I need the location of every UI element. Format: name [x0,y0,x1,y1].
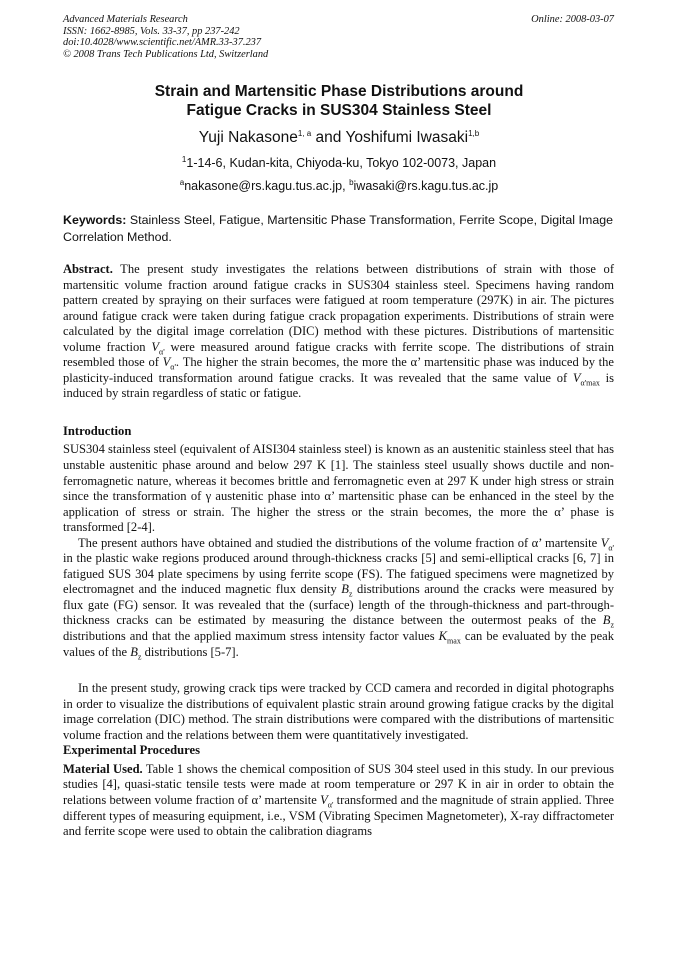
doi: doi:10.4028/www.scientific.net/AMR.33-37.237 [63,37,262,49]
math-symbol: B [341,582,349,597]
author-2-affil: 1,b [468,128,480,138]
address [0,156,678,170]
address-sup: 1 [181,154,187,164]
emails [0,179,678,193]
text-run: distributions around the cracks were measured by flux gate (FG) sensor. It was revealed that the (surface) length of the through-thickness and part-through-thickness cracks can be estimated by measuring the distance between the outermost peaks of the [63,582,615,628]
author-1: Yuji Nakasone [198,129,298,146]
author-1-affil: 1, a [297,128,312,138]
run-in-heading: Material Used. [63,761,143,776]
keywords [63,212,613,245]
online-date: Online: 2008-03-07 [531,14,614,25]
math-subscript: α' [159,347,165,357]
math-symbol: V [600,535,609,550]
email-a: nakasone@rs.kagu.tus.ac.jp, [184,179,350,193]
text-run: in the plastic wake regions produced around through-thickness cracks [5] and semi-elliptical cracks [6, 7] in fatigued SUS 304 plate specimens by using ferrite scope (FS). The fatigued specimens were magnetized by electromagnet and the induced magnetic flux density [63,551,614,597]
keywords-text: Stainless Steel, Fatigue, Martensitic Phase Transformation, Ferrite Scope, Digital Image Correlation Method. [63,213,613,244]
authors [0,129,678,147]
issn: ISSN: 1662-8985, Vols. 33-37, pp 237-242 [63,25,240,37]
text-run: distributions [5-7]. [141,644,239,659]
text-run: were measured around fatigue cracks with ferrite scope. The distributions of strain resembled those of [63,339,614,370]
text-run: SUS304 stainless steel (equivalent of AISI304 stainless steel) is known as an austenitic stainless steel that has unstable austenitic phase around and below 297 K [1]. The stainless steel usually shows ductile and non-ferromagnetic nature, whereas it becomes brittle and ferromagnetic even at 297 K under high stress or strain since the transformation of γ austenitic phase into α’ martensitic phase can be enhanced in the steel by the application of stress or strain. The higher the stress or the strain becomes, the more the α’ phase is transformed [2-4]. [63,442,614,535]
text-run: Table 1 shows the chemical composition of SUS 304 steel used in this study. In our previous studies [4], quasi-static tensile tests were made at room temperature or 297 K in air in order to obtain the relations between volume fraction of α’ martensite [63,761,614,807]
paragraph [63,681,614,743]
text-run: is induced by strain regardless of static or fatigue. [63,370,614,401]
and: and [311,129,346,146]
math-subscript: α' [170,362,176,372]
math-subscript: max [447,636,461,646]
copyright: © 2008 Trans Tech Publications Ltd, Switzerland [63,48,269,60]
paragraph [63,262,614,402]
math-symbol: B [130,644,138,659]
math-symbol: V [320,792,328,807]
paragraph [63,442,614,535]
math-symbol: V [151,339,160,354]
text-run: can be evaluated by the peak values of the [63,629,614,659]
text-run: transformed and the magnitude of strain applied. Three different types of measuring equipment, i.e., VSM (Vibrating Specimen Magnetometer), X-ray diffractometer and ferrite scope were used to obtain the calibration diagrams [63,792,614,839]
text-run: The present study investigates the relations between distributions of strain with those of martensitic volume fraction around fatigue cracks in SUS304 stainless steel. Specimens having random pattern created by spraying on their surfaces were fatigued at room temperature (297K) in air. The pictures around fatigue crack were taken during fatigue crack propagation experiments. Distributions of strain were calculated by the digital image correlation (DIC) method with these pictures. Distributions of martensitic volume fraction [63,262,614,354]
address-text: 1-14-6, Kudan-kita, Chiyoda-ku, Tokyo 102-0073, Japan [186,156,497,170]
math-subscript: z [348,589,353,599]
title-line: Fatigue Cracks in SUS304 Stainless Steel [186,102,492,119]
section-heading: Experimental Procedures [63,743,200,758]
math-subscript: α' [327,800,334,810]
paragraph [63,762,614,840]
paper-body [63,262,614,840]
title-line: Strain and Martensitic Phase Distributions around [154,83,524,100]
math-subscript: z [610,620,614,630]
math-symbol: B [602,613,611,628]
text-run: The present authors have obtained and studied the distributions of the volume fraction of α’ martensite [78,535,601,550]
author-2: Yoshifumi Iwasaki [345,129,469,146]
math-symbol: V [162,355,171,370]
keywords-label: Keywords: [63,213,127,227]
math-symbol: V [572,370,581,385]
email-b: iwasaki@rs.kagu.tus.ac.jp [353,179,499,193]
math-subscript: z [137,652,142,662]
text-run: . The higher the strain becomes, the more the α’ martensitic phase was induced by the plasticity-induced transformation around fatigue cracks. It was revealed that the same value of [63,355,614,385]
math-subscript: α' [608,543,614,553]
paper-title [0,82,678,120]
email-b-sup: b [349,177,354,187]
math-symbol: K [438,629,448,644]
paragraph [63,536,614,660]
text-run: In the present study, growing crack tips were tracked by CCD camera and recorded in digital photographs in order to visualize the distributions of equivalent plastic strain around growing fatigue cracks by the digital image correlation (DIC) method. The strain distributions were compared with the distributions of martensitic volume fraction and the relations between them were quantitatively investigated. [63,681,614,742]
journal-info [63,14,268,60]
text-run: distributions and that the applied maximum stress intensity factor values [63,629,439,644]
journal-name: Advanced Materials Research [63,14,188,25]
math-subscript: α'max [580,378,600,388]
run-in-heading: Abstract. [63,262,113,276]
email-a-sup: a [179,177,185,187]
section-heading: Introduction [63,423,132,438]
